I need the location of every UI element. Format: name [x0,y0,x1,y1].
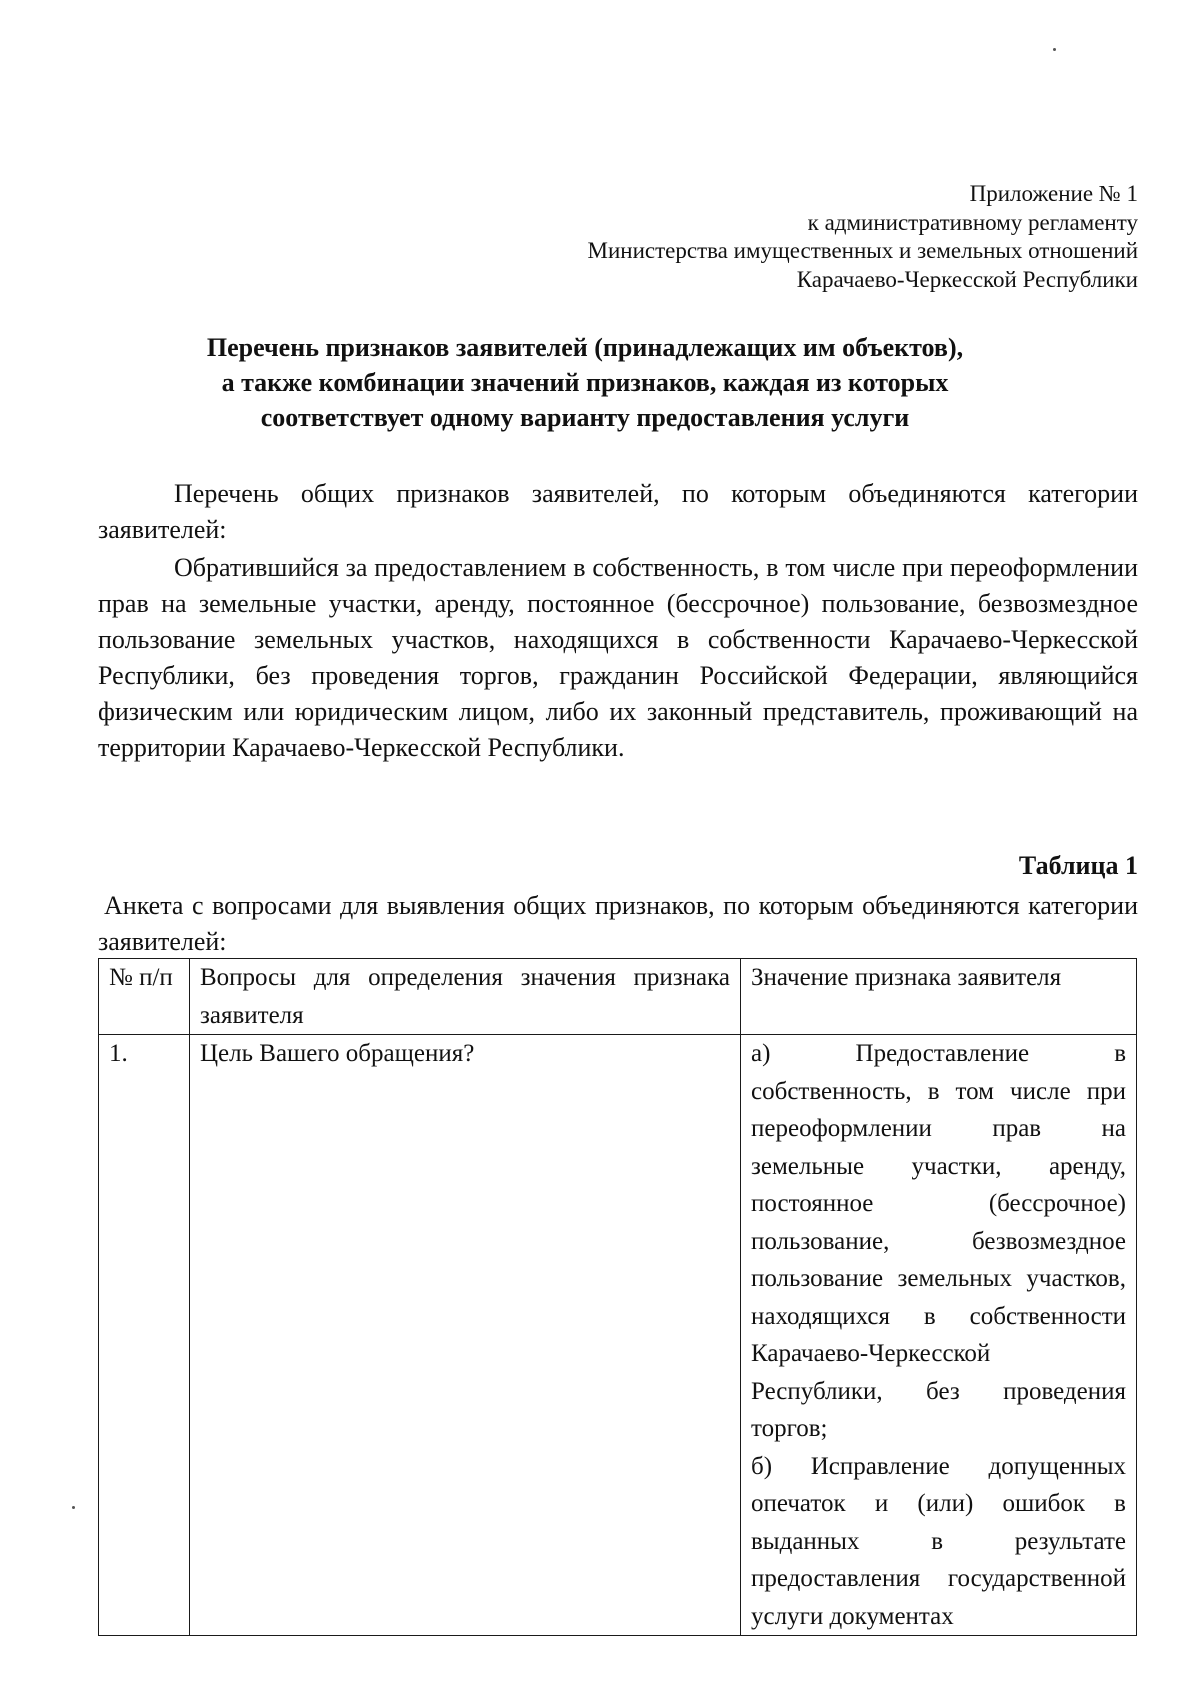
header-question: Вопросы для определения значения признака заявителя [190,959,741,1035]
table-label: Таблица 1 [1018,851,1138,880]
header-value: Значение признака заявителя [741,959,1137,1035]
appendix-line-1: Приложение № 1 [969,181,1138,206]
title-line-3: соответствует одному варианту предоставления услуги [260,403,910,432]
scan-speck [72,1506,75,1509]
title-line-2: а также комбинации значений признаков, каждая из которых [221,368,949,397]
document-title [180,330,990,435]
table-row [99,1035,1137,1636]
row-question: Цель Вашего обращения? [190,1035,741,1636]
paragraph-general-criteria: Перечень общих признаков заявителей, по которым объединяются категории заявителей: [98,479,1138,544]
row-number: 1. [99,1035,190,1636]
appendix-line-2: к административному регламенту [807,209,1138,235]
header-number: № п/п [99,959,190,1035]
table-header-row [99,959,1137,1035]
row-value [741,1035,1137,1636]
title-line-1: Перечень признаков заявителей (принадлежащих им объектов), [206,333,964,362]
appendix-header [588,180,1138,294]
appendix-line-3: Министерства имущественных и земельных отношений [587,238,1138,263]
row-value-option-b: б) Исправление допущенных опечаток и (или) ошибок в выданных в результате предоставления государственной услуги документах [751,1452,1126,1630]
scan-speck [1053,48,1056,51]
appendix-line-4: Карачаево-Черкесской Республики [796,266,1138,292]
paragraph-applicant-description: Обратившийся за предоставлением в собственность, в том числе при переоформлении прав на земельные участки, аренду, постоянное (бессрочное) пользование, безвозмездное пользование земельных участков, находящихся в собственности Карачаево-Черкесской Республики, без проведения торгов, гражданин Российской Федерации, являющийся физическим или юридическим лицом, либо их законный представитель, проживающий на территории Карачаево-Черкесской Республики. [98,553,1138,762]
questionnaire-table [98,958,1137,1636]
row-value-option-a: а) Предоставление в собственность, в том числе при переоформлении прав на земельные участки, аренду, постоянное (бессрочное) пользование, безвозмездное пользование земельных участков, находящихся в собственности Карачаево-Черкесской Республики, без проведения торгов; [751,1040,1126,1442]
table-caption: Анкета с вопросами для выявления общих признаков, по которым объединяются категории заявителей: [98,891,1138,956]
